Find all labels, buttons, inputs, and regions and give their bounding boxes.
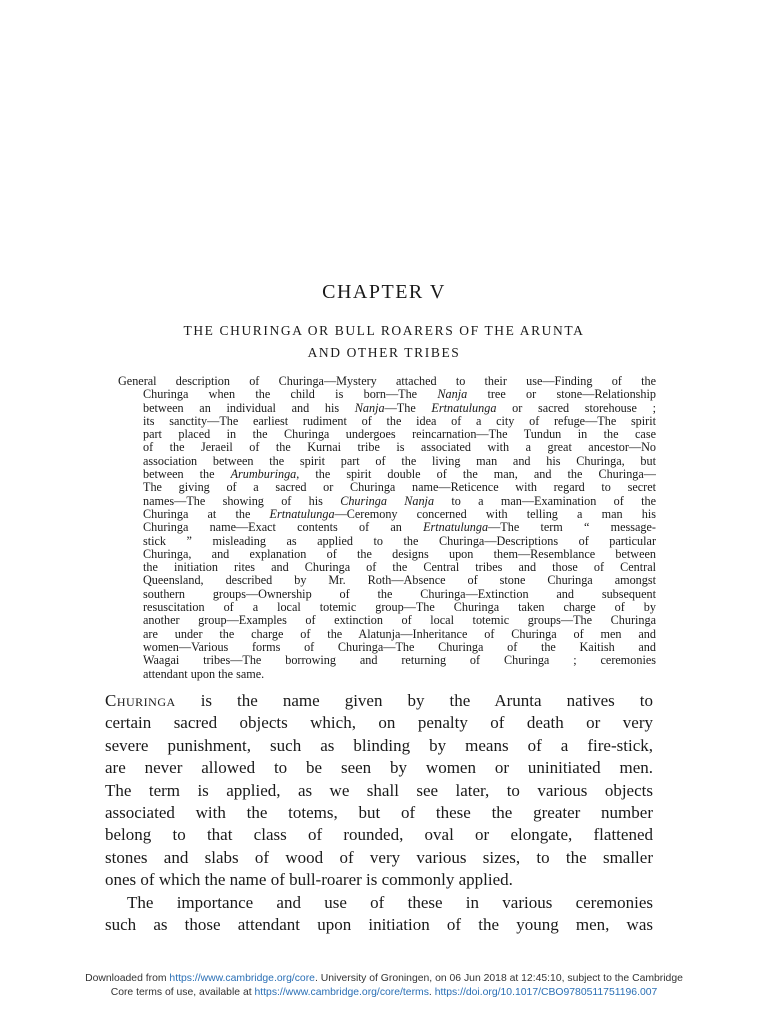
synopsis-line: part placed in the Churinga undergoes reincarnation—The Tundun in the case <box>143 428 656 442</box>
chapter-title: CHAPTER V <box>322 281 446 303</box>
synopsis-line: Churinga name—Exact contents of an Ertnatulunga—The term “ message- <box>143 521 656 535</box>
synopsis-line: General description of Churinga—Mystery attached to their use—Finding of the <box>118 375 656 388</box>
footer-line: Core terms of use, available at https://www.cambridge.org/core/terms. https://doi.org/10.1017/CBO9780511751196.007 <box>110 987 658 998</box>
body-line: stones and slabs of wood of very various sizes, to the smaller <box>105 847 653 867</box>
footer-line: Downloaded from https://www.cambridge.org/core. University of Groningen, on 06 Jun 2018 at 12:45:10, subject to the Cambridge <box>85 973 683 984</box>
body-line: severe punishment, such as blinding by means of a fire-stick, <box>105 735 653 755</box>
synopsis-line: association between the spirit part of the living man and his Churinga, but <box>143 454 656 468</box>
synopsis-line: stick ” misleading as applied to the Churinga—Descriptions of particular <box>143 534 656 548</box>
synopsis-line: women—Various forms of Churinga—The Churinga of the Kaitish and <box>143 640 656 654</box>
synopsis-line: its sanctity—The earliest rudiment of the idea of a city of refuge—The spirit <box>143 414 656 428</box>
body-line: associated with the totems, but of these the greater number <box>105 803 653 823</box>
synopsis-line: between an individual and his Nanja—The Ertnatulunga or sacred storehouse ; <box>143 401 656 415</box>
doi-link[interactable]: https://doi.org/10.1017/CBO9780511751196.007 <box>434 987 658 998</box>
synopsis-line: Waagai tribes—The borrowing and returning of Churinga ; ceremonies <box>143 654 656 668</box>
body-text <box>105 690 653 936</box>
synopsis-line: The giving of a sacred or Churinga name—Reticence with regard to secret <box>143 481 656 495</box>
body-line: Churinga is the name given by the Arunta natives to <box>105 691 653 710</box>
synopsis-line: Churinga when the child is born—The Nanja tree or stone—Relationship <box>143 388 656 402</box>
synopsis-line: southern groups—Ownership of the Churinga—Extinction and subsequent <box>143 587 656 601</box>
body-line: The importance and use of these in various ceremonies <box>127 892 653 912</box>
body-first-word: Churinga <box>105 691 176 710</box>
download-footer <box>0 972 768 1000</box>
body-line: The term is applied, as we shall see later, to various objects <box>105 780 653 800</box>
body-line: certain sacred objects which, on penalty of death or very <box>105 713 653 733</box>
synopsis-line: attendant upon the same. <box>143 667 265 681</box>
body-line: are never allowed to be seen by women or uninitiated men. <box>105 758 653 778</box>
synopsis-line: the initiation rites and Churinga of the Central tribes and those of Central <box>143 561 656 575</box>
synopsis-line: Churinga, and explanation of the designs upon them—Resemblance between <box>143 547 656 561</box>
synopsis-line: Churinga at the Ertnatulunga—Ceremony concerned with telling a man his <box>143 507 656 521</box>
chapter-subtitle <box>120 320 648 364</box>
synopsis-line: between the Arumburinga, the spirit double of the man, and the Churinga— <box>143 468 656 482</box>
subtitle-line: THE CHURINGA OR BULL ROARERS OF THE ARUNTA <box>183 323 585 338</box>
terms-link[interactable]: https://www.cambridge.org/core/terms <box>254 987 429 998</box>
chapter-synopsis <box>118 375 656 681</box>
body-line: ones of which the name of bull-roarer is commonly applied. <box>105 870 513 890</box>
synopsis-line: Queensland, described by Mr. Roth—Absence of stone Churinga amongst <box>143 574 656 588</box>
synopsis-line: of the Jeraeil of the Kurnai tribe is associated with a great ancestor—No <box>143 441 656 455</box>
body-line: belong to that class of rounded, oval or elongate, flattened <box>105 825 653 845</box>
cambridge-core-link[interactable]: https://www.cambridge.org/core <box>169 973 315 984</box>
synopsis-line: names—The showing of his Churinga Nanja to a man—Examination of the <box>143 494 656 508</box>
synopsis-line: are under the charge of the Alatunja—Inheritance of Churinga of men and <box>143 627 656 641</box>
synopsis-line: resuscitation of a local totemic group—The Churinga taken charge of by <box>143 601 656 615</box>
synopsis-line: another group—Examples of extinction of local totemic groups—The Churinga <box>143 614 656 628</box>
body-line: such as those attendant upon initiation of the young men, was <box>105 915 653 935</box>
subtitle-line: AND OTHER TRIBES <box>307 345 461 360</box>
